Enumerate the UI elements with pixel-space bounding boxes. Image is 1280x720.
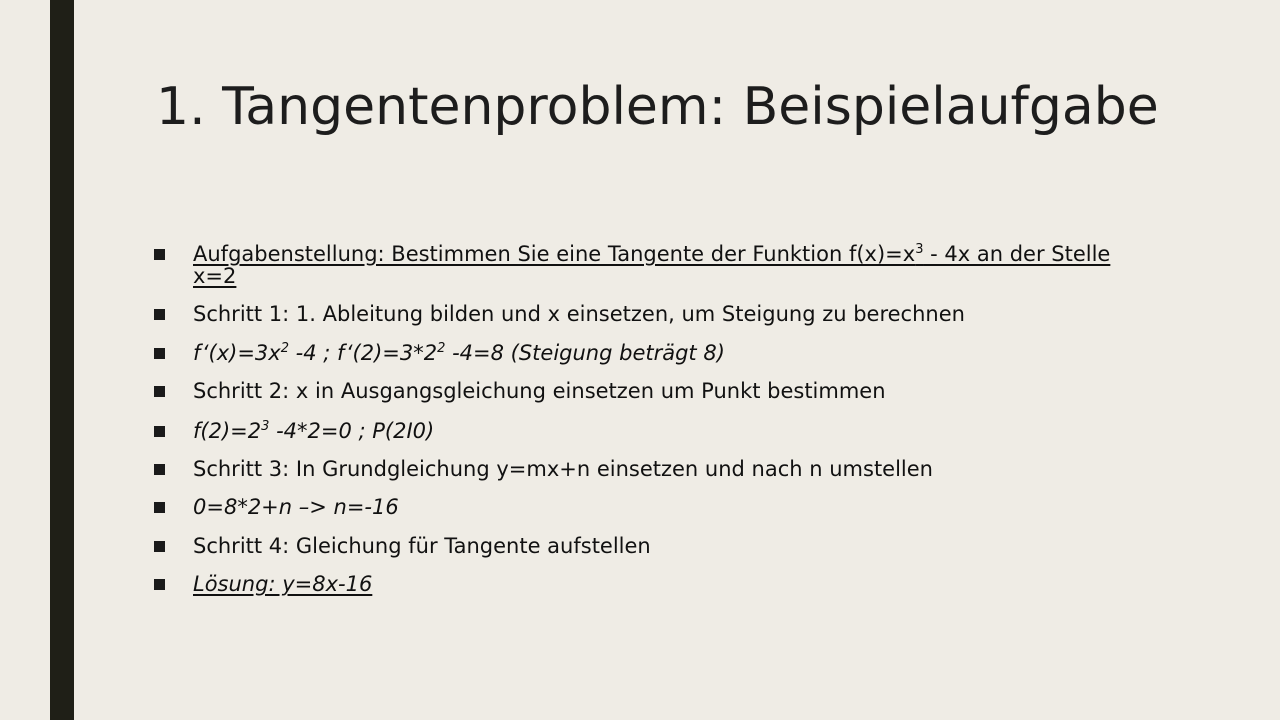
square-bullet-icon (154, 426, 165, 437)
bullet-text (193, 380, 1133, 402)
square-bullet-icon (154, 579, 165, 590)
text-run: Schritt 1: 1. Ableitung bilden und x einsetzen, um Steigung zu berechnen (193, 302, 965, 326)
square-bullet-icon (154, 348, 165, 359)
bullet-text (193, 458, 1133, 480)
bullet-text (193, 342, 1133, 364)
text-run: - 4x an der Stelle (923, 242, 1111, 266)
bullet-text (193, 303, 1133, 325)
text-run: 0=8*2+n –> n=-16 (193, 495, 399, 519)
superscript: 2 (437, 341, 446, 356)
superscript: 3 (261, 419, 270, 434)
square-bullet-icon (154, 386, 165, 397)
text-run: Aufgabenstellung: Bestimmen Sie eine Tangente der Funktion f(x)=x (193, 242, 916, 266)
text-run: -4=8 (Steigung beträgt 8) (445, 341, 725, 365)
text-run: x=2 (193, 264, 237, 288)
slide-title: 1. Tangentenproblem: Beispielaufgabe (156, 77, 1159, 137)
square-bullet-icon (154, 464, 165, 475)
text-run: Schritt 3: In Grundgleichung y=mx+n einsetzen und nach n umstellen (193, 457, 933, 481)
text-run: Schritt 2: x in Ausgangsgleichung einsetzen um Punkt bestimmen (193, 379, 886, 403)
square-bullet-icon (154, 309, 165, 320)
text-run: -4*2=0 ; P(2I0) (269, 419, 435, 443)
accent-bar (50, 0, 74, 720)
text-run: f(2)=2 (193, 419, 262, 443)
square-bullet-icon (154, 541, 165, 552)
text-run: -4 ; f‘(2)=3*2 (289, 341, 438, 365)
superscript: 2 (280, 341, 289, 356)
square-bullet-icon (154, 249, 165, 260)
bullet-text (193, 243, 1133, 287)
bullet-text (193, 496, 1133, 518)
text-run: f‘(x)=3x (193, 341, 281, 365)
text-run: Schritt 4: Gleichung für Tangente aufstellen (193, 534, 651, 558)
bullet-text (193, 573, 1133, 595)
bullet-text (193, 535, 1133, 557)
square-bullet-icon (154, 502, 165, 513)
text-run: Lösung: y=8x-16 (193, 572, 373, 596)
bullet-text (193, 420, 1133, 442)
superscript: 3 (915, 242, 924, 257)
